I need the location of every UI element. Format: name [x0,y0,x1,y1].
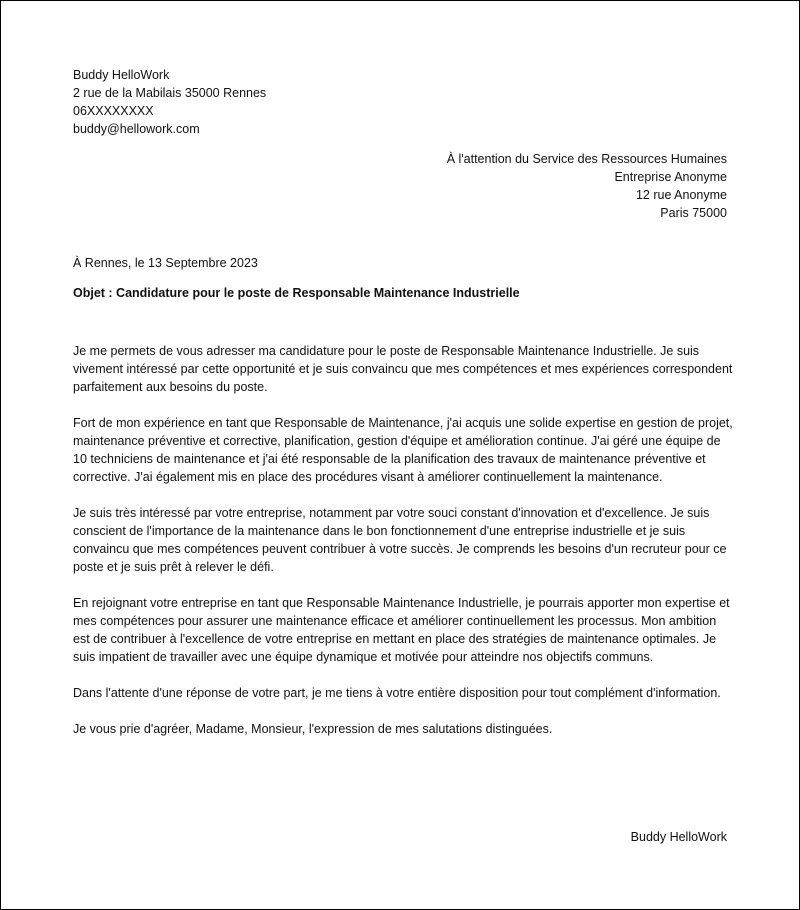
sender-phone: 06XXXXXXXX [73,104,154,118]
body-paragraph: Dans l'attente d'une réponse de votre part, je me tiens à votre entière disposition pour tout complément d'information. [73,686,721,700]
recipient-attention: À l'attention du Service des Ressources Humaines [446,152,727,166]
sender-email: buddy@hellowork.com [73,122,200,136]
recipient-company: Entreprise Anonyme [614,170,727,184]
body-paragraph: Je suis très intéressé par votre entreprise, notamment par votre souci constant d'innovation et d'excellence. Je suis conscient de l'importance de la maintenance dans le bon fonctionnement d'une entreprise industrielle et je suis convaincu que mes compétences peuvent contribuer à votre succès. Je comprends les besoins d'un recruteur pour ce poste et je suis prêt à relever le défi. [73,506,727,574]
sender-name: Buddy HelloWork [73,68,170,82]
body-paragraph: Fort de mon expérience en tant que Responsable de Maintenance, j'ai acquis une solide expertise en gestion de projet, maintenance préventive et corrective, planification, gestion d'équipe et amélioration continue. J'ai géré une équipe de 10 techniciens de maintenance et j'ai été responsable de la planification des travaux de maintenance préventive et corrective. J'ai également mis en place des procédures visant à améliorer continuellement la maintenance. [73,416,733,484]
closing-paragraph: Je vous prie d'agréer, Madame, Monsieur, l'expression de mes salutations distinguées. [73,722,553,736]
signature: Buddy HelloWork [630,830,727,844]
recipient-street: 12 rue Anonyme [635,188,727,202]
recipient-block [447,150,727,222]
recipient-city: Paris 75000 [660,206,727,220]
body-paragraph: Je me permets de vous adresser ma candidature pour le poste de Responsable Maintenance Industrielle. Je suis vivement intéressé par cette opportunité et je suis convaincu que mes compétences et mes expériences correspondent parfaitement aux besoins du poste. [73,344,733,394]
letter-subject: Objet : Candidature pour le poste de Responsable Maintenance Industrielle [73,286,520,300]
letter-body [73,342,733,756]
place-date: À Rennes, le 13 Septembre 2023 [73,256,258,270]
sender-address: 2 rue de la Mabilais 35000 Rennes [73,86,267,100]
body-paragraph: En rejoignant votre entreprise en tant que Responsable Maintenance Industrielle, je pourrais apporter mon expertise et mes compétences pour assurer une maintenance efficace et améliorer continuellement les processus. Mon ambition est de contribuer à l'excellence de votre entreprise en mettant en place des stratégies de maintenance optimales. Je suis impatient de travailler avec une équipe dynamique et motivée pour atteindre nos objectifs communs. [73,596,730,664]
sender-block [73,66,266,138]
